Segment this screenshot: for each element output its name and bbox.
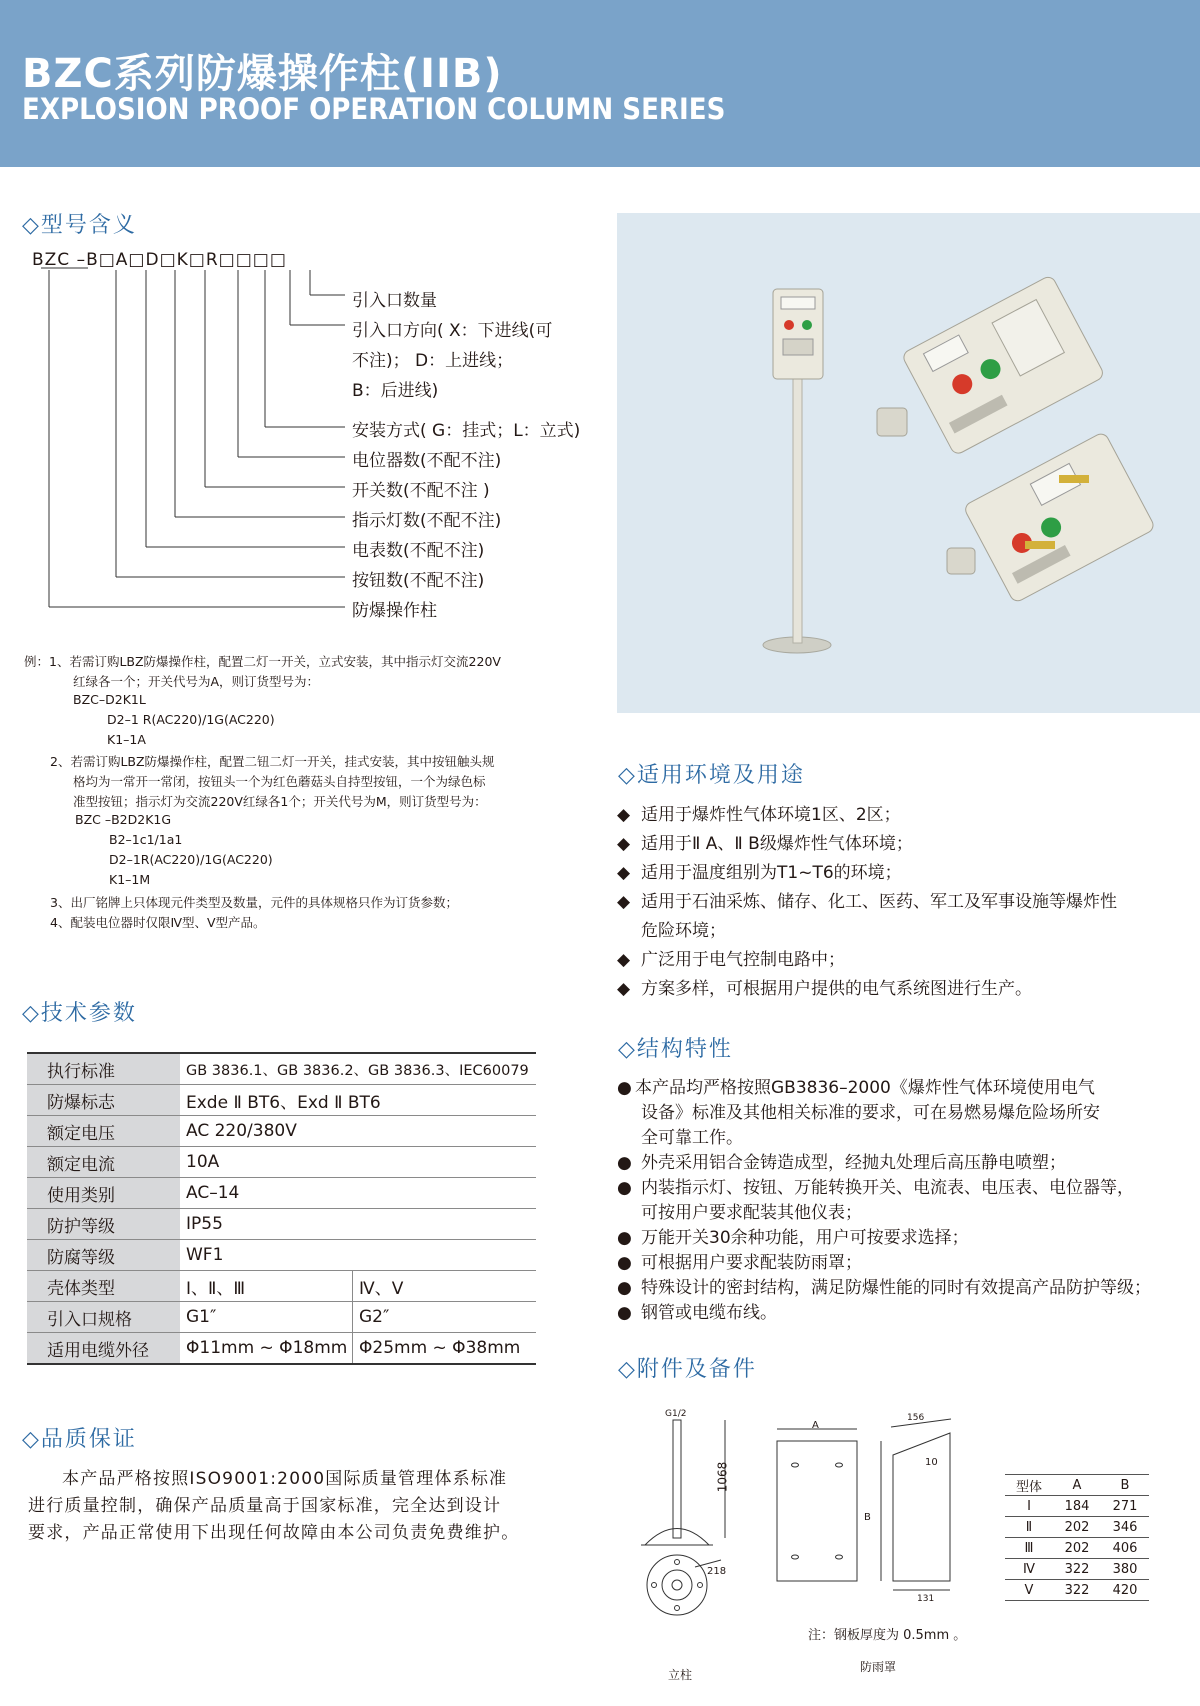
spec-table [27, 1052, 536, 1365]
spec-value: AC–14 [180, 1178, 536, 1209]
usage-item: ◆ 适用于爆炸性气体环境1区、2区； [617, 805, 901, 825]
diamond-bullet-icon: ◆ [617, 979, 631, 999]
dim-label: 156 [907, 1413, 925, 1423]
dim-label: 10 [925, 1457, 938, 1468]
model-code: BZC –B□A□D□K□R□□□□ [32, 250, 287, 270]
example-line: 格均为一常开一常闭，按钮头一个为红色蘑菇头自持型按钮，一个为绿色标 [73, 774, 486, 789]
spec-value: IP55 [180, 1209, 536, 1240]
spec-value: Exde Ⅱ BT6、Exd Ⅱ BT6 [180, 1085, 536, 1116]
usage-item-continued: 危险环境； [641, 921, 726, 941]
spec-key: 防腐等级 [27, 1240, 180, 1271]
spec-value: G2″ [353, 1302, 537, 1333]
rain-cover-caption: 防雨罩 [860, 1660, 897, 1674]
rain-cover-drawing [775, 1415, 975, 1620]
example-line: D2–1 R(AC220)/1G(AC220) [107, 712, 275, 727]
dim-table-row: Ⅳ 322 380 [1005, 1559, 1149, 1580]
usage-item: ◆ 适用于温度组别为T1~T6的环境； [617, 863, 902, 883]
spec-row [27, 1178, 536, 1209]
spec-key: 防护等级 [27, 1209, 180, 1240]
usage-item: ◆ 适用于石油采炼、储存、化工、医药、军工及军事设施等爆炸性 [617, 892, 1117, 912]
dim-label: G1/2 [665, 1409, 687, 1419]
diamond-bullet-icon: ◆ [617, 892, 631, 912]
diamond-bullet-icon: ◆ [617, 863, 631, 883]
structure-item: ● 本产品均严格按照GB3836–2000《爆炸性气体环境使用电气 [617, 1078, 1095, 1098]
spec-key: 适用电缆外径 [27, 1333, 180, 1365]
dot-bullet-icon: ● [617, 1078, 632, 1098]
usage-item: ◆ 广泛用于电气控制电路中； [617, 950, 845, 970]
example-line: 3、出厂铭牌上只体现元件类型及数量，元件的具体规格只作为订货参数； [50, 895, 458, 910]
dot-bullet-icon: ● [617, 1303, 632, 1323]
example-line: K1–1M [109, 872, 151, 887]
model-label: 引入口方向( X：下进线(可 [352, 321, 553, 341]
dot-bullet-icon: ● [617, 1253, 632, 1273]
product-illustration [617, 213, 1200, 713]
spec-value: WF1 [180, 1240, 536, 1271]
example-line: BZC–D2K1L [73, 692, 146, 707]
model-label: 按钮数(不配不注) [352, 571, 485, 591]
section-heading-tech: ◇技术参数 [22, 1001, 137, 1026]
spec-value: G1″ [180, 1302, 353, 1333]
section-heading-quality: ◇品质保证 [22, 1427, 137, 1452]
model-label: 防爆操作柱 [352, 601, 437, 621]
example-line: 例：1、若需订购LBZ防爆操作柱，配置二灯一开关，立式安装，其中指示灯交流220V [24, 654, 501, 669]
column-drawing [625, 1400, 745, 1620]
dim-table-row: Ⅲ 202 406 [1005, 1538, 1149, 1559]
model-label: B：后进线) [352, 381, 439, 401]
dim-label: 218 [707, 1566, 727, 1577]
spec-row [27, 1209, 536, 1240]
dim-label: 1068 [715, 1461, 730, 1493]
dot-bullet-icon: ● [617, 1178, 632, 1198]
spec-value: Φ11mm ~ Φ18mm [180, 1333, 353, 1365]
quality-line: 本产品严格按照ISO9001:2000国际质量管理体系标准 [62, 1469, 508, 1489]
structure-item: ● 钢管或电缆布线。 [617, 1303, 777, 1323]
column-caption: 立柱 [668, 1668, 693, 1682]
model-code-diagram [40, 262, 360, 622]
usage-item: ◆ 适用于Ⅱ A、Ⅱ B级爆炸性气体环境； [617, 834, 913, 854]
dim-head: B [1101, 1475, 1149, 1496]
spec-row [27, 1147, 536, 1178]
structure-item: ● 外壳采用铝合金铸造成型，经抛丸处理后高压静电喷塑； [617, 1153, 1066, 1173]
spec-key: 额定电流 [27, 1147, 180, 1178]
thickness-note: 注：钢板厚度为 0.5mm 。 [808, 1628, 967, 1643]
model-label: 安装方式( G：挂式；L：立式) [352, 421, 581, 441]
spec-value: AC 220/380V [180, 1116, 536, 1147]
diamond-bullet-icon: ◆ [617, 950, 631, 970]
example-line: 准型按钮；指示灯为交流220V红绿各1个；开关代号为M，则订货型号为： [73, 794, 487, 809]
model-label: 指示灯数(不配不注) [352, 511, 502, 531]
spec-key: 引入口规格 [27, 1302, 180, 1333]
dim-label: B [864, 1512, 871, 1523]
dim-head: A [1053, 1475, 1101, 1496]
structure-item: ● 可根据用户要求配装防雨罩； [617, 1253, 862, 1273]
spec-key: 额定电压 [27, 1116, 180, 1147]
usage-item: ◆ 方案多样，可根据用户提供的电气系统图进行生产。 [617, 979, 1032, 999]
dot-bullet-icon: ● [617, 1228, 632, 1248]
model-label: 不注)； D：上进线； [352, 351, 514, 371]
structure-item: ● 内装指示灯、按钮、万能转换开关、电流表、电压表、电位器等， [617, 1178, 1134, 1198]
dot-bullet-icon: ● [617, 1153, 632, 1173]
dim-table-row: Ⅱ 202 346 [1005, 1517, 1149, 1538]
page-subtitle: EXPLOSION PROOF OPERATION COLUMN SERIES [22, 92, 726, 126]
structure-item-continued: 可按用户要求配装其他仪表； [641, 1203, 862, 1223]
example-line: 红绿各一个；开关代号为A，则订货型号为： [73, 674, 320, 689]
structure-item: ● 特殊设计的密封结构，满足防爆性能的同时有效提高产品防护等级； [617, 1278, 1151, 1298]
spec-key: 执行标准 [27, 1053, 180, 1085]
model-label: 开关数(不配不注 ) [352, 481, 490, 501]
structure-item-continued: 设备》标准及其他相关标准的要求，可在易燃易爆危险场所安 [641, 1103, 1100, 1123]
model-label: 引入口数量 [352, 291, 437, 311]
diamond-bullet-icon: ◆ [617, 834, 631, 854]
spec-value: Ⅳ、Ⅴ [353, 1271, 537, 1302]
spec-row [27, 1271, 536, 1302]
section-heading-usage: ◇适用环境及用途 [618, 763, 805, 788]
structure-item: ● 万能开关30余种功能，用户可按要求选择； [617, 1228, 969, 1248]
example-line: 2、若需订购LBZ防爆操作柱，配置二钮二灯一开关，挂式安装，其中按钮触头规 [50, 754, 495, 769]
spec-row [27, 1333, 536, 1365]
spec-value: GB 3836.1、GB 3836.2、GB 3836.3、IEC60079 [180, 1053, 536, 1085]
structure-item-continued: 全可靠工作。 [641, 1128, 743, 1148]
diamond-bullet-icon: ◆ [617, 805, 631, 825]
model-label: 电位器数(不配不注) [352, 451, 502, 471]
spec-row [27, 1053, 536, 1085]
dim-table-header [1005, 1475, 1149, 1496]
dim-label: 131 [917, 1594, 935, 1604]
dim-head: 型体 [1005, 1475, 1053, 1496]
spec-value: Ⅰ、Ⅱ、Ⅲ [180, 1271, 353, 1302]
dim-label: A [812, 1420, 819, 1431]
example-line: B2–1c1/1a1 [109, 832, 183, 847]
example-line: D2–1R(AC220)/1G(AC220) [109, 852, 273, 867]
model-label: 电表数(不配不注) [352, 541, 485, 561]
section-heading-model: ◇型号含义 [22, 213, 137, 238]
spec-row [27, 1302, 536, 1333]
section-heading-structure: ◇结构特性 [618, 1037, 733, 1062]
dim-table-row: Ⅴ 322 420 [1005, 1580, 1149, 1601]
spec-key: 防爆标志 [27, 1085, 180, 1116]
dimension-table [1005, 1474, 1149, 1601]
spec-row [27, 1240, 536, 1271]
quality-line: 要求，产品正常使用下出现任何故障由本公司负责免费维护。 [28, 1523, 520, 1543]
example-line: BZC –B2D2K1G [75, 812, 172, 827]
example-line: 4、配装电位器时仅限Ⅳ型、Ⅴ型产品。 [50, 915, 266, 930]
example-line: K1–1A [107, 732, 146, 747]
spec-row [27, 1116, 536, 1147]
spec-key: 使用类别 [27, 1178, 180, 1209]
spec-row [27, 1085, 536, 1116]
quality-line: 进行质量控制，确保产品质量高于国家标准，完全达到设计 [28, 1496, 502, 1516]
section-heading-accessories: ◇附件及备件 [618, 1357, 757, 1382]
spec-key: 壳体类型 [27, 1271, 180, 1302]
spec-value: Φ25mm ~ Φ38mm [353, 1333, 537, 1365]
spec-value: 10A [180, 1147, 536, 1178]
product-photo [617, 213, 1200, 713]
dim-table-row: Ⅰ 184 271 [1005, 1496, 1149, 1517]
page-title: BZC系列防爆操作柱(IIB) [22, 51, 503, 97]
dot-bullet-icon: ● [617, 1278, 632, 1298]
